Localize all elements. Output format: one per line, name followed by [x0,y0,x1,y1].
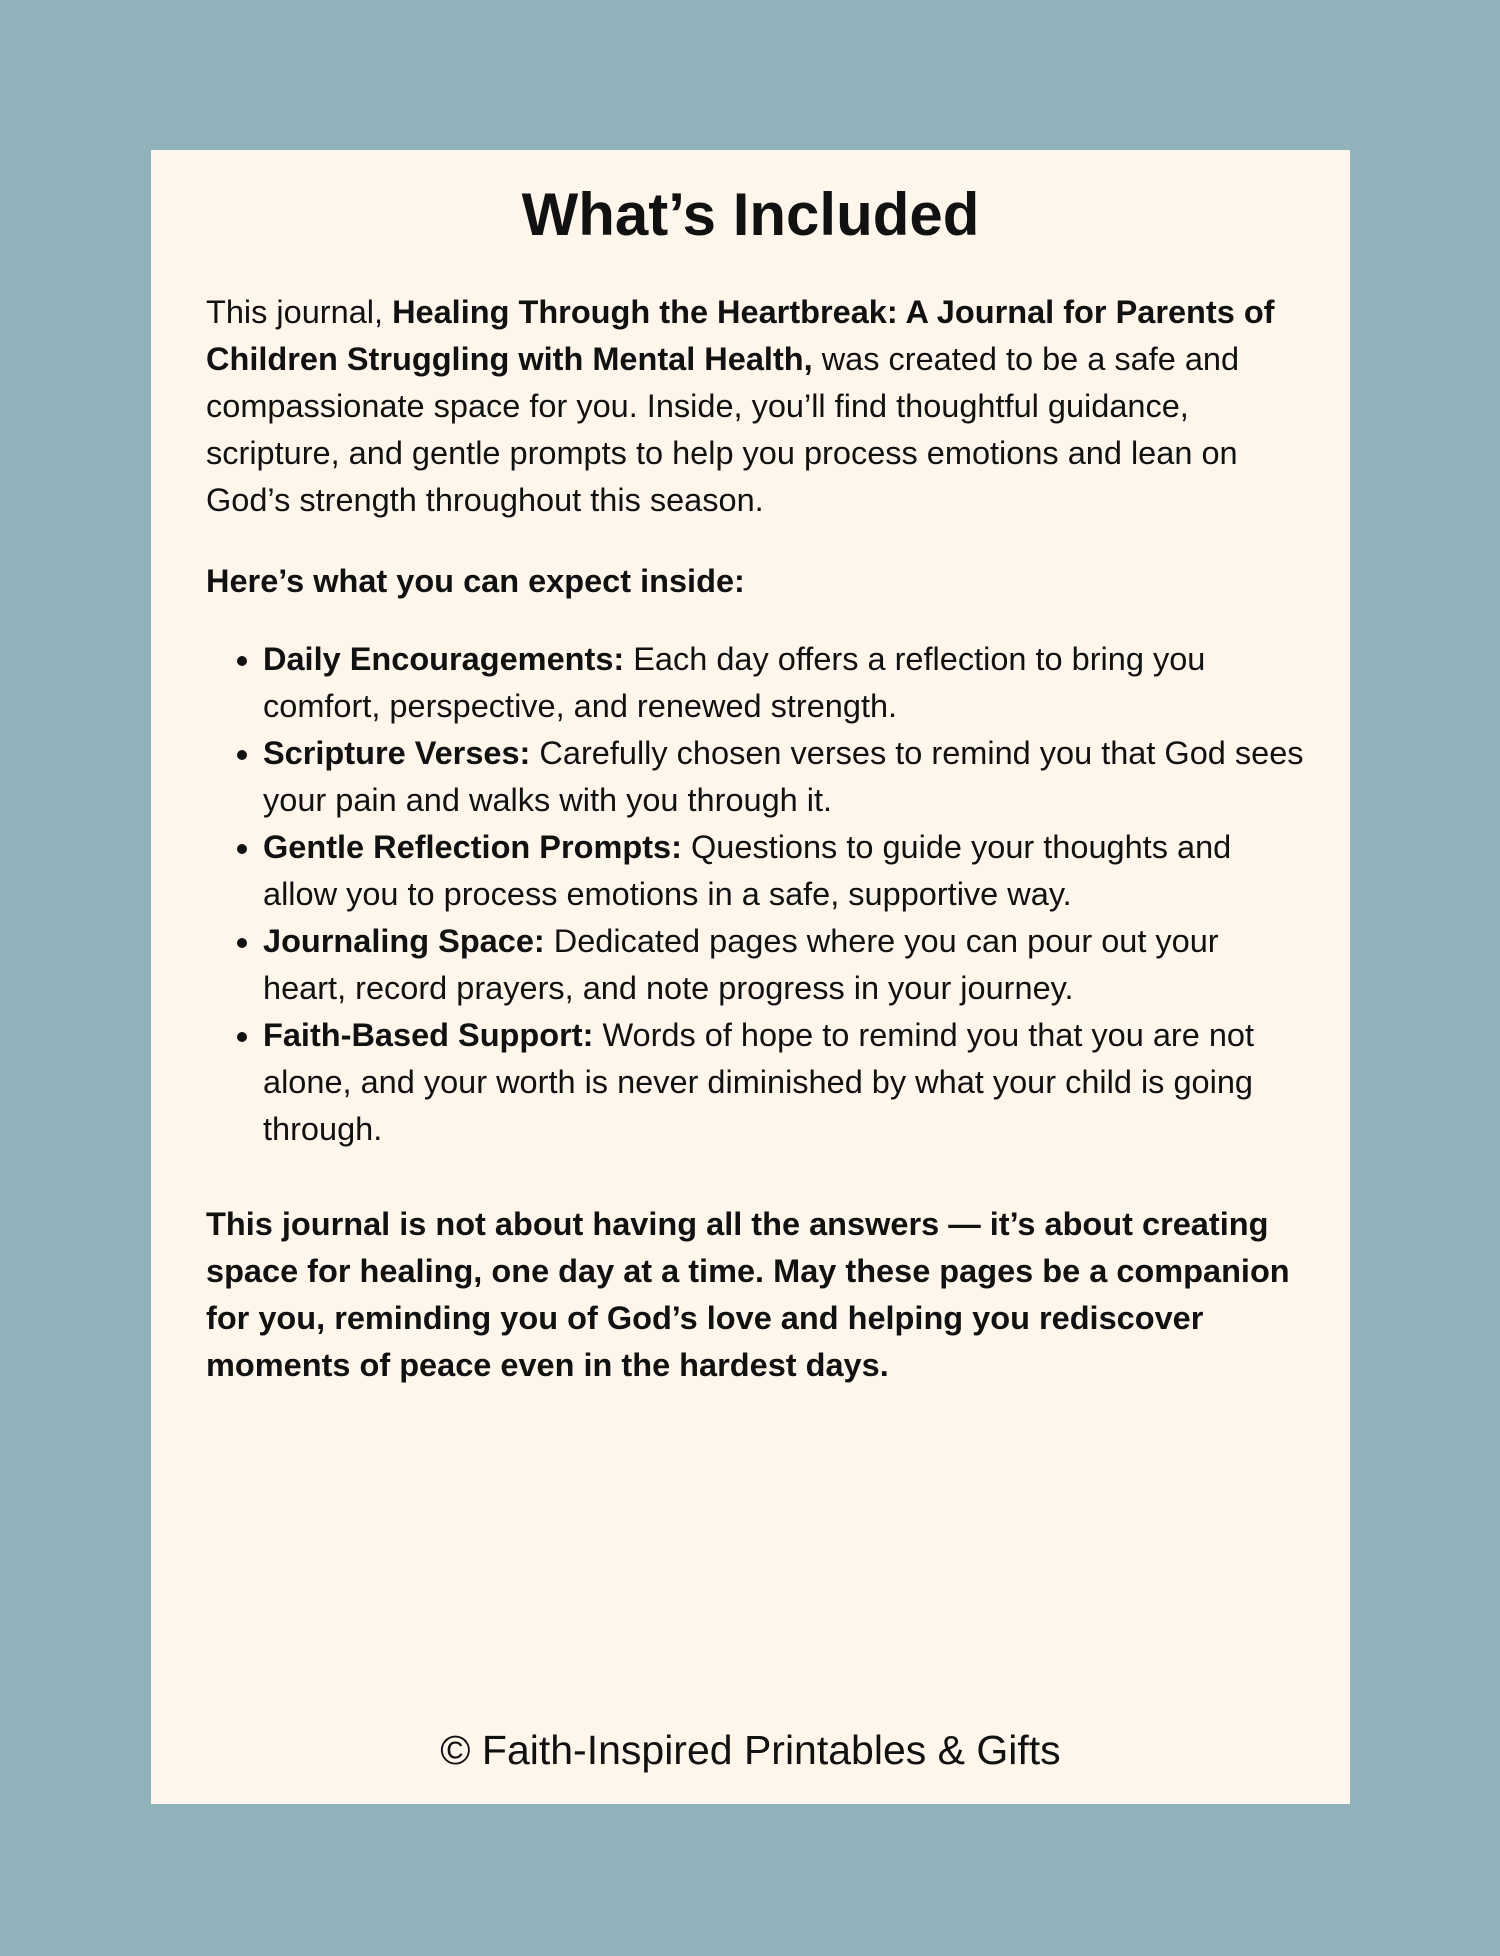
item-label: Gentle Reflection Prompts: [263,829,682,865]
list-item [263,730,1306,824]
intro-paragraph [206,289,1306,524]
page-card [151,150,1350,1804]
item-text: Each day offers a reflection to bring you comfort, perspective, and renewed strength. [263,641,1206,724]
item-label: Scripture Verses: [263,735,531,771]
list-item [263,824,1306,918]
item-label: Journaling Space: [263,923,545,959]
item-text: Questions to guide your thoughts and allow you to process emotions in a safe, supportive way. [263,829,1232,912]
list-item [263,1012,1306,1153]
page-title: What’s Included [521,181,980,248]
expect-heading: Here’s what you can expect inside: [206,563,745,599]
book-title: Healing Through the Heartbreak: A Journal for Parents of Children Struggling with Mental Health, [206,294,1275,377]
feature-list [206,636,1306,1153]
item-text: Words of hope to remind you that you are not alone, and your worth is never diminished by what your child is going through. [263,1017,1255,1147]
item-label: Faith-Based Support: [263,1017,594,1053]
closing-paragraph: This journal is not about having all the answers — it’s about creating space for healing, one day at a time. May these pages be a companion for you, reminding you of God’s love and helping you rediscover moments of peace even in the hardest days. [206,1206,1290,1383]
item-text: Dedicated pages where you can pour out your heart, record prayers, and note progress in your journey. [263,923,1219,1006]
intro-suffix: was created to be a safe and compassionate space for you. Inside, you’ll find thoughtful guidance, scripture, and gentle prompts to help you process emotions and lean on God’s strength throughout this season. [206,341,1240,518]
intro-prefix: This journal, [206,294,393,330]
item-label: Daily Encouragements: [263,641,625,677]
item-text: Carefully chosen verses to remind you that God sees your pain and walks with you through it. [263,735,1304,818]
copyright-footer: © Faith-Inspired Printables & Gifts [440,1727,1061,1773]
list-item [263,918,1306,1012]
list-item [263,636,1306,730]
